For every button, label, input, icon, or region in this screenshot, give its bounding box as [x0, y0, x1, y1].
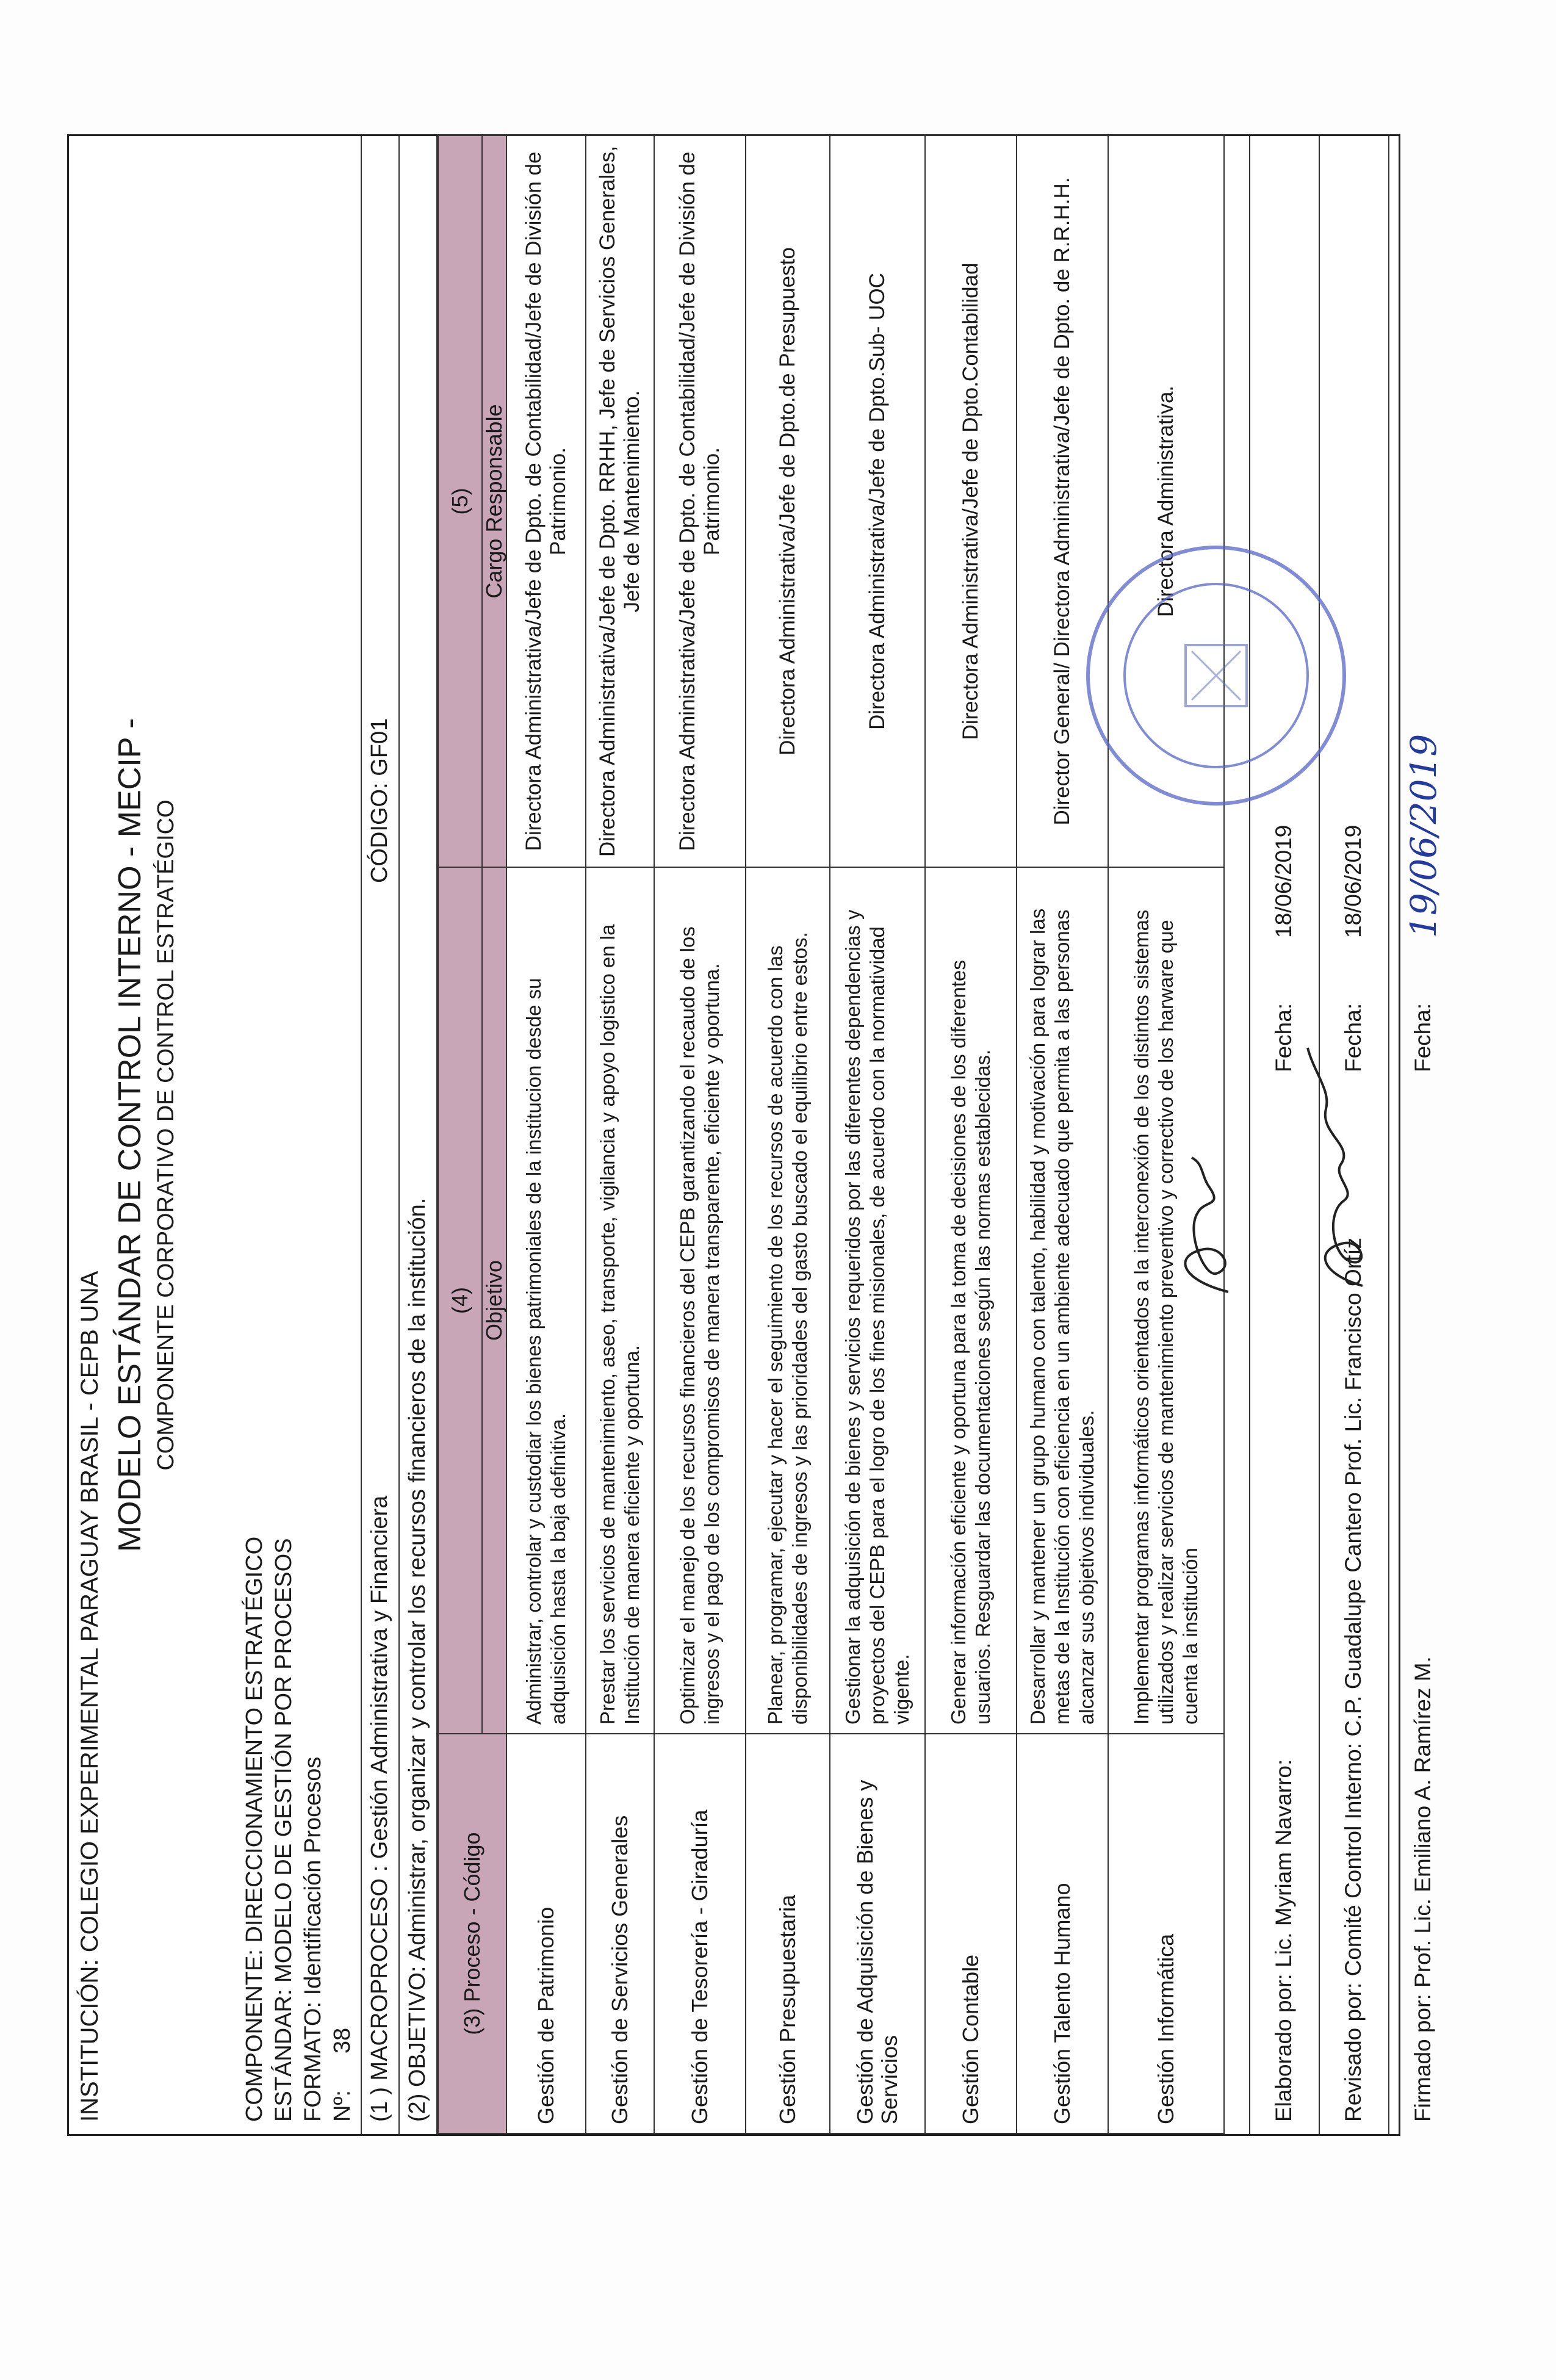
numero-label: Nº:: [330, 2090, 355, 2122]
formato-line: FORMATO: Identificación Procesos: [300, 1756, 326, 2122]
cargo-cell: Directora Administrativa/Jefe de Dpto. RRHH, Jefe de Servicios Generales, Jefe de Mantenimiento.: [586, 135, 654, 867]
form-subtitle: COMPONENTE CORPORATIVO DE CONTROL ESTRATÉGICO: [153, 799, 179, 1471]
table-row: [1108, 135, 1224, 2133]
form-header: [69, 136, 362, 2134]
proceso-cell: Gestión Talento Humano: [1017, 1734, 1108, 2133]
cargo-cell: Directora Administrativa/Jefe de Dpto. de Contabilidad/Jefe de División de Patrimonio.: [654, 135, 746, 867]
table-row: [506, 135, 586, 2133]
table-row: [746, 135, 830, 2133]
proceso-cell: Gestión de Tesorería - Giraduría: [654, 1734, 746, 2133]
table-row: [654, 135, 746, 2133]
cargo-cell: Directora Administrativa.: [1108, 135, 1224, 867]
signature-elaborado: [1167, 1145, 1247, 1304]
objetivo-cell: Implementar programas informáticos orientados a la interconexión de los distintos sistemas utilizados y realizar servicios de mantenimiento preventivo y correctivo de los harware que cuenta la institución: [1108, 867, 1224, 1734]
firmado-fecha-label: Fecha:: [1410, 1003, 1435, 1072]
spacer: [1225, 136, 1249, 2134]
proceso-cell: Gestión Informática: [1108, 1734, 1224, 2133]
revisado-fecha-label: Fecha:: [1341, 1003, 1366, 1072]
elaborado-text: Elaborado por: Lic. Myriam Navarro:: [1271, 1759, 1296, 2122]
handwritten-date: 19/06/2019: [1403, 734, 1444, 938]
macroproceso-row: [362, 136, 400, 2134]
estandar-line: ESTÁNDAR: MODELO DE GESTIÓN POR PROCESOS: [271, 1538, 297, 2122]
header-objetivo-number: (4): [438, 867, 482, 1734]
institution-stamp: [1076, 535, 1356, 816]
proceso-cell: Gestión de Patrimonio: [506, 1734, 586, 2133]
proceso-cell: Gestión de Servicios Generales: [586, 1734, 654, 2133]
objetivo-cell: Prestar los servicios de mantenimiento, aseo, transporte, vigilancia y apoyo logistico en la Institución de manera eficiente y oportuna.: [586, 867, 654, 1734]
form-title: MODELO ESTÁNDAR DE CONTROL INTERNO - MECIP -: [112, 718, 148, 1552]
table-row: [586, 135, 654, 2133]
objetivo-cell: Administrar, controlar y custodiar los bienes patrimoniales de la institucion desde su adquisición hasta la baja definitiva.: [506, 867, 586, 1734]
process-form: [67, 134, 1444, 2136]
cargo-cell: Directora Administrativa/Jefe de Dpto. de Contabilidad/Jefe de División de Patrimonio.: [506, 135, 586, 867]
componente-line: COMPONENTE: DIRECCIONAMIENTO ESTRATÉGICO: [242, 1536, 267, 2122]
objetivo-row: (2) OBJETIVO: Administrar, organizar y controlar los recursos financieros de la institución.: [400, 136, 438, 2134]
header-cargo-number: (5): [438, 135, 482, 867]
cargo-cell: Directora Administrativa/Jefe de Dpto.Sub- UOC: [830, 135, 925, 867]
objetivo-cell: Optimizar el manejo de los recursos financieros del CEPB garantizando el recaudo de los ingresos y el pago de los compromisos de manera transparente, eficiente y oportuna.: [654, 867, 746, 1734]
objetivo-cell: Planear, programar, ejecutar y hacer el seguimiento de los recursos de acuerdo con las disponibilidades de ingresos y las prioridades del gasto buscado el equilibrio entre estos.: [746, 867, 830, 1734]
cargo-cell: Director General/ Directora Administrativa/Jefe de Dpto. de R.R.H.H.: [1017, 135, 1108, 867]
elaborado-fecha: 18/06/2019: [1271, 824, 1296, 938]
objetivo-cell: Desarrollar y mantener un grupo humano con talento, habilidad y motivación para lograr las metas de la Institución con eficiencia en un ambiente adecuado que permita a las personas alcanzar sus objetivos individuales.: [1017, 867, 1108, 1734]
form-meta: [240, 1537, 357, 2122]
firmado-text: Firmado por: Prof. Lic. Emiliano A. Ramírez M.: [1410, 1656, 1435, 2122]
cargo-cell: Directora Administrativa/Jefe de Dpto.Contabilidad: [925, 135, 1017, 867]
header-proceso: (3) Proceso - Código: [438, 1734, 506, 2133]
numero-value: 38: [330, 2027, 355, 2054]
table-row: [925, 135, 1017, 2133]
proceso-cell: Gestión de Adquisición de Bienes y Servicios: [830, 1734, 925, 2133]
proceso-cell: Gestión Presupuestaria: [746, 1734, 830, 2133]
signature-firmado: [1295, 1036, 1387, 1292]
table-header-row: [438, 135, 482, 2133]
firmado-row: [1388, 136, 1458, 2134]
process-table: [438, 135, 1225, 2134]
objetivo-cell: Generar información eficiente y oportuna para la toma de decisiones de los diferentes usuarios. Resguardar las documentaciones según las normas establecidas.: [925, 867, 1017, 1734]
objetivo-cell: Gestionar la adquisición de bienes y servicios requeridos por las diferentes dependencias y proyectos del CEPB para el logro de los fines misionales, de acuerdo con la normatividad vigente.: [830, 867, 925, 1734]
cargo-cell: Directora Administrativa/Jefe de Dpto.de Presupuesto: [746, 135, 830, 867]
institution-line: INSTITUCIÓN: COLEGIO EXPERIMENTAL PARAGUAY BRASIL - CEPB UNA: [76, 1271, 103, 2122]
macroproceso-text: (1 ) MACROPROCESO : Gestión Administrativa y Financiera: [367, 1495, 392, 2122]
header-objetivo: Objetivo: [482, 867, 506, 1734]
table-row: [830, 135, 925, 2133]
revisado-text: Revisado por: Comité Control Interno: C.P. Guadalupe Cantero Prof. Lic. Francisco Ortíz: [1341, 1237, 1366, 2122]
numero-line: [328, 1537, 357, 2122]
proceso-cell: Gestión Contable: [925, 1734, 1017, 2133]
table-row: [1017, 135, 1108, 2133]
elaborado-fecha-label: Fecha:: [1271, 1003, 1296, 1072]
header-cargo: Cargo Responsable: [482, 135, 506, 867]
codigo-text: CÓDIGO: GF01: [367, 718, 392, 883]
revisado-fecha: 18/06/2019: [1341, 824, 1366, 938]
